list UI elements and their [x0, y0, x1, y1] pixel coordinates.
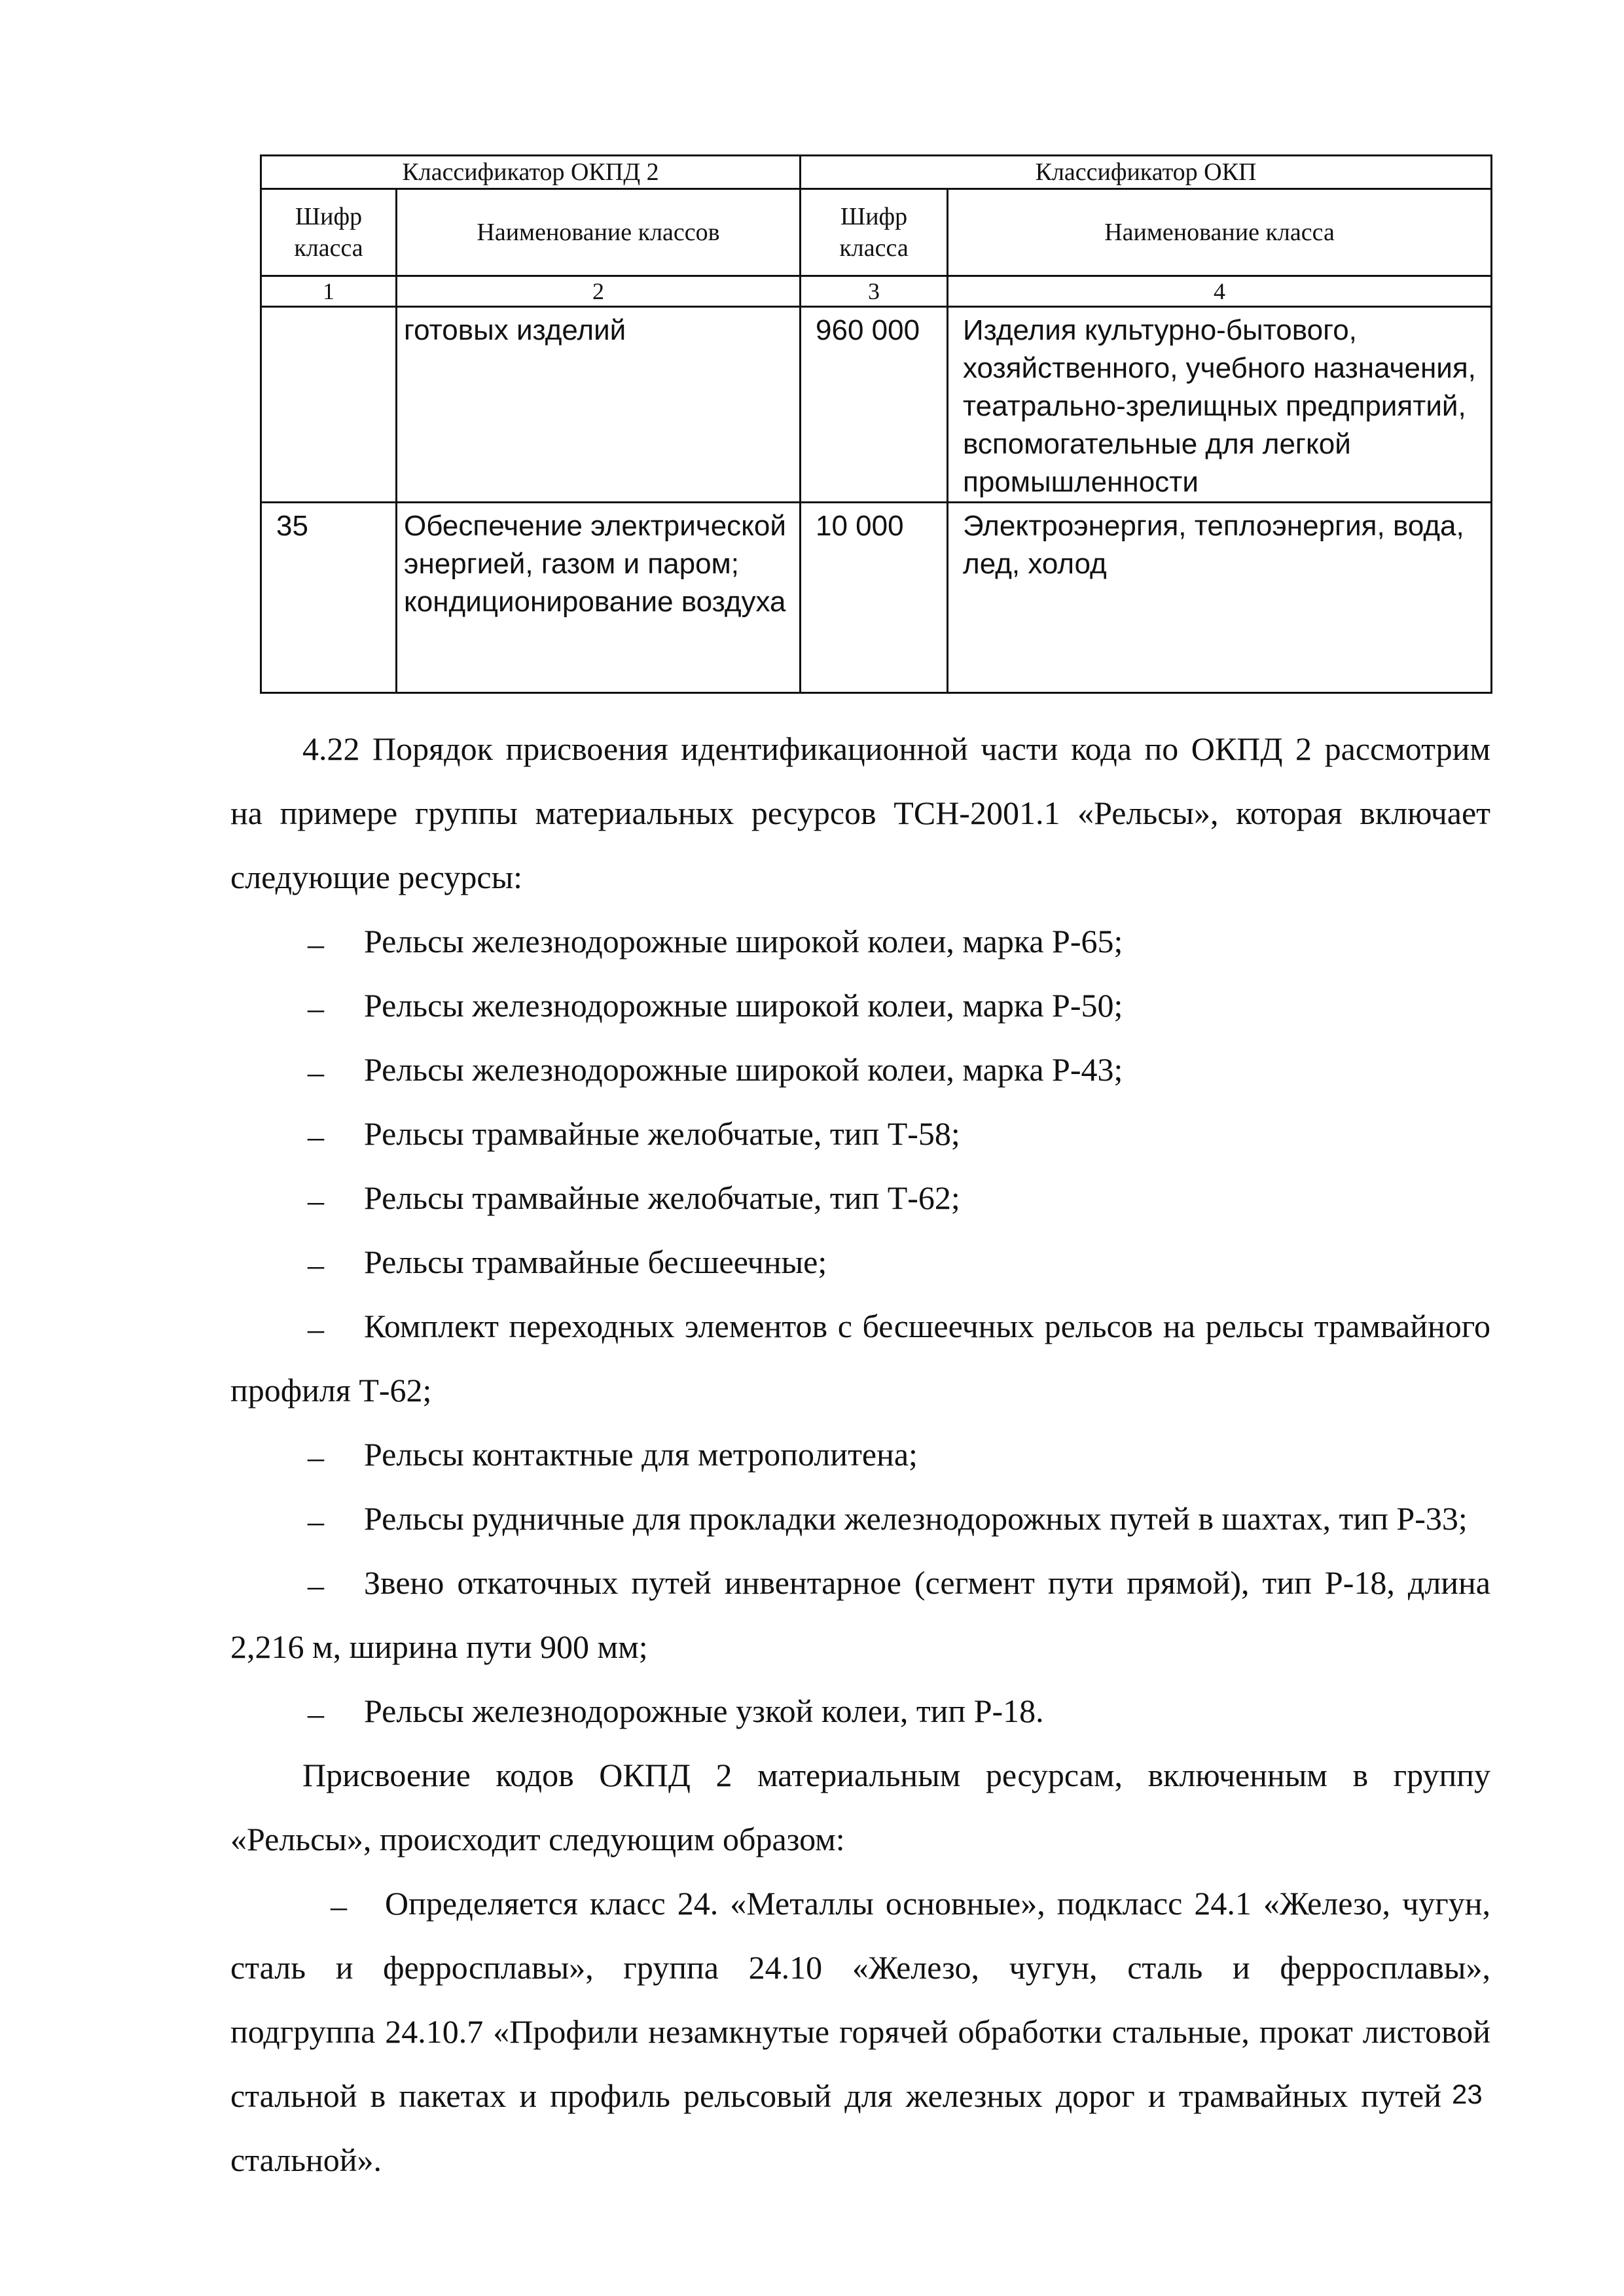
okp-name-cell: Изделия культурно-бытового, хозяйственного, учебного назначения, театрально-зрелищных предприятий, вспомогательные для легкой промышленности: [948, 307, 1492, 503]
assignment-line-2: «Рельсы», происходит следующим образом:: [230, 1821, 845, 1857]
list-item-text: Звено откаточных путей инвентарное (сегмент пути прямой), тип Р-18, длина: [364, 1564, 1490, 1601]
col-number-1: 1: [261, 276, 397, 307]
paragraph-422-text: на примере группы материальных ресурсов ТСН-2001.1 «Рельсы», которая включает: [230, 795, 1490, 831]
list-dash: –: [308, 1118, 324, 1155]
list-item: Рельсы трамвайные желобчатые, тип Т-58;: [364, 1115, 960, 1152]
okpd-code-cell: 35: [261, 503, 397, 693]
list-dash: –: [308, 1054, 324, 1090]
col-number-2: 2: [397, 276, 801, 307]
list-dash: –: [308, 1695, 324, 1732]
okp-code-cell: 960 000: [801, 307, 948, 503]
paragraph-422-line-3: следующие ресурсы:: [230, 859, 523, 895]
table-number-row: [261, 276, 1492, 307]
list-item: Рельсы железнодорожные широкой колеи, марка Р-65;: [364, 923, 1123, 960]
col-number-4: 4: [948, 276, 1492, 307]
list-dash: –: [331, 1888, 347, 1924]
list-item-text: Комплект переходных элементов с бесшеечных рельсов на рельсы трамвайного: [364, 1308, 1490, 1344]
list-dash: –: [308, 1503, 324, 1539]
final-item-text: сталь и ферросплавы», группа 24.10 «Железо, чугун, сталь и ферросплавы»,: [230, 1949, 1490, 1986]
list-dash: –: [308, 1246, 324, 1283]
list-dash: –: [308, 1182, 324, 1219]
table-header-row: [261, 156, 1492, 189]
final-item-text: Определяется класс 24. «Металлы основные», подкласс 24.1 «Железо, чугун,: [385, 1885, 1490, 1922]
paragraph-422-line-2: [230, 781, 1490, 845]
final-item-line-2: [230, 1935, 1490, 2000]
table-subheader-row: [261, 189, 1492, 276]
assignment-text: Присвоение кодов ОКПД 2 материальным ресурсам, включенным в группу: [302, 1757, 1490, 1793]
col-name-okpd2: Наименование классов: [397, 189, 801, 276]
assignment-line-1: [302, 1743, 1490, 1807]
list-item: [364, 1294, 1490, 1358]
okpd-name-cell: Обеспечение электрической энергией, газом и паром; кондиционирование воздуха: [397, 503, 801, 693]
header-okpd2: Классификатор ОКПД 2: [261, 156, 801, 189]
list-item: Рельсы контактные для метрополитена;: [364, 1436, 918, 1473]
final-item-text: подгруппа 24.10.7 «Профили незамкнутые горячей обработки стальные, прокат листовой: [230, 2013, 1490, 2050]
okp-code-cell: 10 000: [801, 503, 948, 693]
list-item: Рельсы железнодорожные широкой колеи, марка Р-43;: [364, 1051, 1123, 1088]
final-item-line-4: [230, 2064, 1441, 2128]
paragraph-422-text: 4.22 Порядок присвоения идентификационной части кода по ОКПД 2 рассмотрим: [302, 730, 1490, 767]
list-item: Рельсы трамвайные бесшеечные;: [364, 1244, 827, 1280]
list-item-continuation: профиля Т-62;: [230, 1372, 432, 1408]
table-row: [261, 503, 1492, 693]
list-item: Рельсы железнодорожные узкой колеи, тип Р-18.: [364, 1693, 1044, 1729]
col-number-3: 3: [801, 276, 948, 307]
okpd-code-cell: [261, 307, 397, 503]
final-item-line-1: [385, 1871, 1490, 1935]
paragraph-422-line-1: [230, 717, 1490, 781]
list-dash: –: [308, 1567, 324, 1604]
list-item: Рельсы железнодорожные широкой колеи, марка Р-50;: [364, 987, 1123, 1024]
list-dash: –: [308, 1439, 324, 1475]
final-item-line-5: стальной».: [230, 2142, 382, 2178]
col-code-okpd2: Шифр класса: [261, 189, 397, 276]
classifier-table: [260, 154, 1492, 694]
table-row: [261, 307, 1492, 503]
okpd-name-cell: готовых изделий: [397, 307, 801, 503]
col-code-okp: Шифр класса: [801, 189, 948, 276]
list-item-continuation: 2,216 м, ширина пути 900 мм;: [230, 1628, 648, 1665]
header-okp: Классификатор ОКП: [801, 156, 1492, 189]
page-number: 23: [1452, 2079, 1483, 2109]
final-item-line-3: [230, 2000, 1490, 2064]
list-dash: –: [308, 990, 324, 1026]
col-name-okp: Наименование класса: [948, 189, 1492, 276]
final-item-text: стальной в пакетах и профиль рельсовый для железных дорог и трамвайных путей: [230, 2077, 1441, 2114]
list-item: [364, 1551, 1490, 1615]
list-dash: –: [308, 1310, 324, 1347]
list-item: Рельсы трамвайные желобчатые, тип Т-62;: [364, 1179, 960, 1216]
okp-name-cell: Электроэнергия, теплоэнергия, вода, лед, холод: [948, 503, 1492, 693]
list-item: Рельсы рудничные для прокладки железнодорожных путей в шахтах, тип Р-33;: [364, 1500, 1468, 1537]
list-dash: –: [308, 925, 324, 962]
